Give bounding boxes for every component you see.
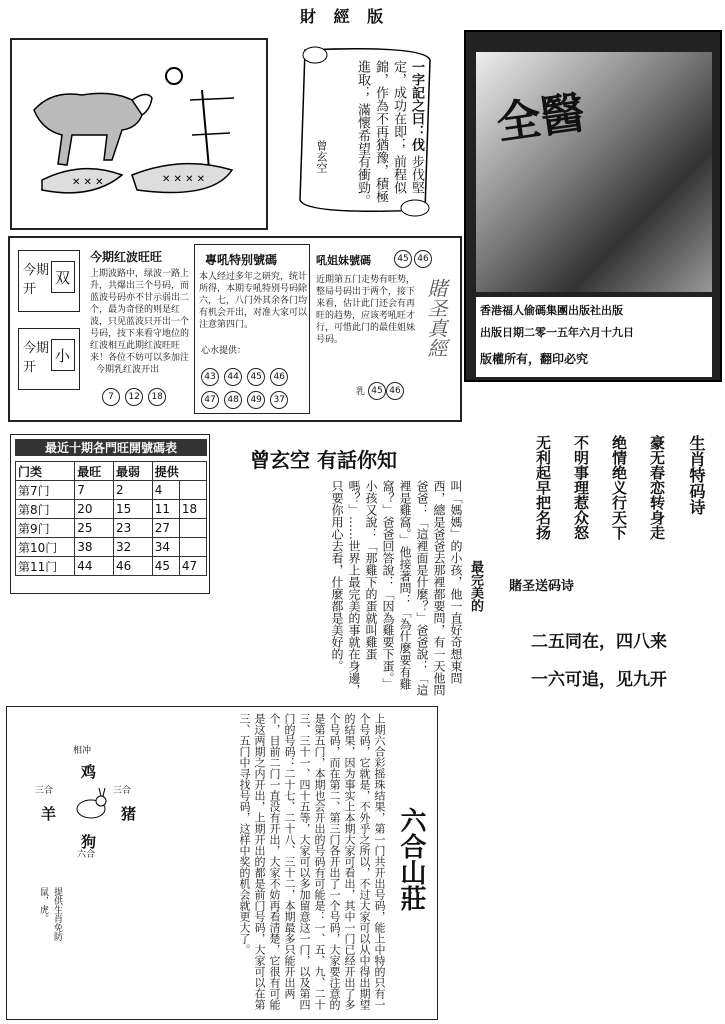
table-header: 最弱 <box>113 462 152 481</box>
scroll-line: 滿懷希望有衝勁。 <box>355 103 370 208</box>
poem-code-line: 二五同在，四八来 <box>531 632 667 652</box>
red-wave-title: 今期红波旺旺 <box>90 250 163 264</box>
scroll-line: 前程似錦，作為不再猶豫，積極進取； <box>355 60 406 203</box>
label-small: 小 <box>55 347 71 365</box>
zodiac-bottom-label: 六合 <box>77 850 96 860</box>
red-number: 7 <box>102 388 120 406</box>
zodiac-left-label: 三合 <box>35 786 54 796</box>
special-number: 43 <box>201 368 219 386</box>
scroll-line: 步伐堅定，成功在即； <box>391 60 424 195</box>
page-header: 財 經 版 <box>300 7 390 26</box>
table-row: 第10门 38 32 34 <box>16 538 207 557</box>
sister-title: 吼姐妹號碼 <box>316 254 371 267</box>
illustration-panel <box>10 38 268 230</box>
poem-line: 不明事理惹众怒 <box>572 435 590 540</box>
zodiac-credit-2: 提供生肖免防 <box>52 887 62 941</box>
story-heading: 曾玄空 有話你知 <box>250 448 397 472</box>
table-header: 门类 <box>16 462 75 481</box>
table-row: 第8门 20 15 11 18 <box>16 500 207 519</box>
story-side-title: 最完美的 <box>468 560 483 612</box>
special-number: 46 <box>270 368 288 386</box>
story-text: 叫「媽媽」的小孩，他一直好奇想東問西，總是爸爸去那裡都要問，有一天他問爸爸：「這裡面是什麼？」爸爸說：「這裡是雞窩。」他接著問：「為什麼要有雞窩？」爸爸回答說：「因為雞要下蛋。」小孩又說：「那雞下的蛋就叫雞蛋嗎？」……世界上最完美的事就在身邊，只要你用心去看，什麼都是美好的。 <box>330 480 463 696</box>
ox-illustration-icon <box>12 40 266 228</box>
special-number: 48 <box>224 391 242 409</box>
sister-number: 45 <box>368 382 386 400</box>
label-this-period-2: 今期开 <box>23 341 50 375</box>
special-title: 專吼特别號碼 <box>205 253 278 267</box>
liuhe-text: 上期六合彩摇珠结果，第一门共开出号码，能上中特的只有一个号码，它就是，不外乎之所以，不过大家可以从中得出期望的结果，因为事实上本期大家可看出，其中一门已经开出了多个号码，而在第二、第三门各开出了一个号码，大家要注意的是第五门，本期也会开出的号码有可能是：一、五、九、二十三、三十一、四十五等，大家可以多加留意这一门，以及第四门的号码：二十七、二十八、三十二，本期最多只能开出两个，目前二门一直没有开出，大家不妨再看清楚，它很有可能是这两期之内开出，上期开出的都是前门号码，大家可以在第三、五门中寻找号码，这样中奖的机会就更大了。 <box>238 713 386 1010</box>
table-row: 第7门 7 2 4 <box>16 481 207 500</box>
poster-date: 出版日期二零一五年六月十九日 <box>480 326 634 339</box>
sister-number: 45 <box>394 250 412 268</box>
liuhe-title: 六合山莊 <box>396 807 426 911</box>
poster-calligraphy: 全醫 <box>493 87 588 150</box>
numbers-panel <box>8 236 462 422</box>
table-title: 最近十期各門旺開號碼表 <box>15 439 207 456</box>
poem-line: 绝情绝义行天下 <box>610 435 628 540</box>
special-footer: 心水提供： <box>201 346 247 356</box>
zodiac-credit: 鼠，虎。 <box>38 887 48 923</box>
svg-text:✕ ✕ ✕: ✕ ✕ ✕ <box>72 177 104 188</box>
table-header: 最旺 <box>75 462 114 481</box>
scroll-author: 曾玄空 <box>315 140 328 173</box>
poem-line: 无利起早把名扬 <box>534 435 552 540</box>
zodiac-right: 猪 <box>121 805 137 823</box>
red-wave-body: 上期波路中，绿波一路上升，共爆出三个号码，而蓝波号码亦不甘示弱出二个，最为奇怪的则是红波，只见蓝波只开出一个号码，技下来看守地位的红波相互此期红波旺旺来！各位不妨可以多加注 <box>90 269 190 363</box>
zodiac-top: 鸡 <box>81 763 97 781</box>
red-wave-footer: 今期乳红波开出 <box>96 365 160 375</box>
sister-body: 近期第五门走势有旺势，整局号码出于两个，接下来看，估计此门还会有再旺的趋势，应该考吼旺才行，可惜此门的最佳姐妹号码。 <box>316 275 416 345</box>
special-number: 49 <box>247 391 265 409</box>
table-row: 第9门 25 23 27 <box>16 519 207 538</box>
zodiac-panel <box>6 706 438 1020</box>
poster-publisher: 香港福人偷碼集團出版社出版 <box>480 304 623 317</box>
poem-title: 生肖特码诗 <box>687 435 706 515</box>
special-number: 45 <box>247 368 265 386</box>
zodiac-bottom: 狗 <box>81 833 97 851</box>
scroll-title: 一字記之曰：伐 <box>409 60 424 151</box>
table-header: 提供 <box>152 462 206 481</box>
svg-text:✕ ✕ ✕ ✕: ✕ ✕ ✕ ✕ <box>162 174 206 185</box>
poem-code-line: 一六可追，见九开 <box>531 670 667 690</box>
special-body: 本人经过多年之研究，统计所得，本期专吼特别号码除六，七，八门外其余各门均有机会开出，对准大家可以注意第四门。 <box>199 272 307 330</box>
poster-panel <box>464 30 722 382</box>
special-number: 37 <box>270 391 288 409</box>
label-this-period: 今期开 <box>23 263 50 297</box>
zodiac-right-label: 三合 <box>113 786 132 796</box>
label-even: 双 <box>55 269 71 287</box>
special-number: 44 <box>224 368 242 386</box>
table-row: 第11门 44 46 45 47 <box>16 557 207 576</box>
poem-line: 豪无春恋转身走 <box>648 435 666 540</box>
special-number: 47 <box>201 391 219 409</box>
sister-footer-label: 乳 <box>356 387 366 397</box>
sister-number: 46 <box>386 382 404 400</box>
poem-panel <box>500 424 724 704</box>
poster-copyright: 版權所有，翻印必究 <box>480 352 589 366</box>
scroll-panel <box>285 40 445 220</box>
sister-side-text: 賭圣真經 <box>424 278 448 358</box>
zodiac-top-label: 相冲 <box>73 746 92 756</box>
sister-number: 46 <box>414 250 432 268</box>
poem-subtitle: 賭圣送码诗 <box>509 579 575 594</box>
red-number: 18 <box>148 388 166 406</box>
red-number: 12 <box>125 388 143 406</box>
zodiac-left: 羊 <box>41 805 57 823</box>
